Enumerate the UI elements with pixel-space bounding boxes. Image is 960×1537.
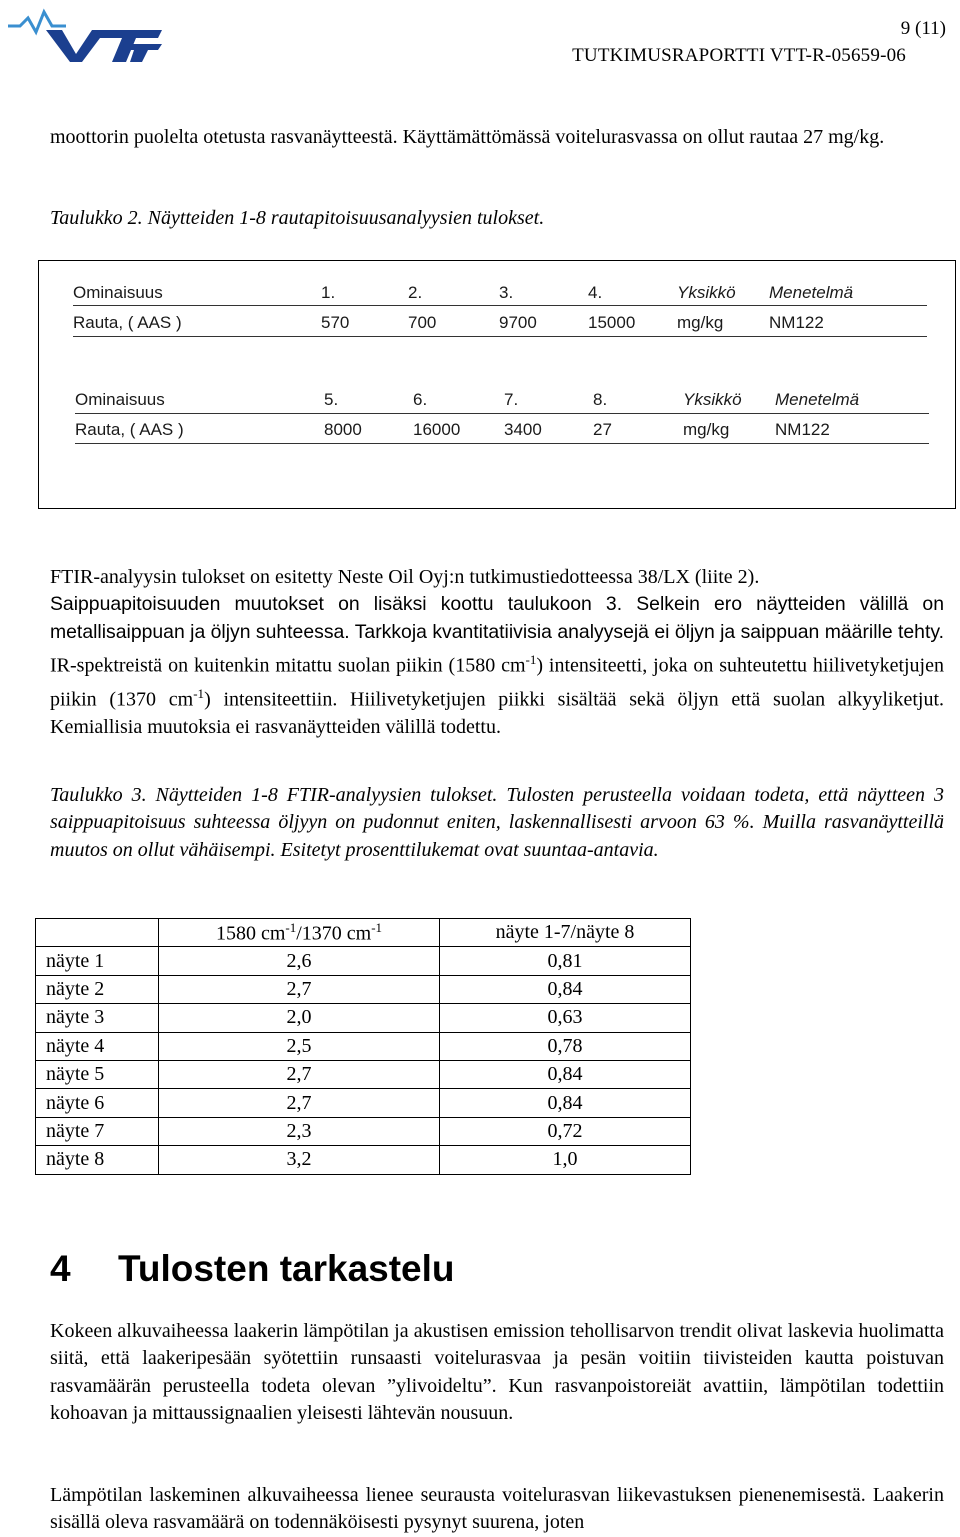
sample-label: näyte 4 bbox=[36, 1032, 159, 1060]
t2b1-h1: 1. bbox=[321, 283, 336, 302]
section4-paragraph-2: Lämpötilan laskeminen alkuvaiheessa lienee seurausta voitelurasvan liikevastuksen pienenemisestä. Laakerin sisällä oleva rasvamäärä on todennäköisesti pysynyt suurena, joten bbox=[50, 1484, 944, 1534]
ftir-sup2: -1 bbox=[193, 686, 205, 702]
t2b1-h3: 3. bbox=[499, 283, 514, 302]
sample-label: näyte 8 bbox=[36, 1146, 159, 1174]
ratio-value: 2,3 bbox=[159, 1117, 440, 1145]
t2b2-r6: NM122 bbox=[775, 420, 830, 439]
ftir-body bbox=[50, 591, 944, 741]
t2b2-r1: 8000 bbox=[324, 420, 362, 439]
page-number: 9 (11) bbox=[900, 18, 946, 39]
t2b1-h6: Menetelmä bbox=[769, 283, 854, 302]
t2b2-h2: 6. bbox=[413, 390, 428, 409]
t2b1-r6: NM122 bbox=[769, 313, 824, 332]
sample-label: näyte 1 bbox=[36, 947, 159, 975]
t2b2-r3: 3400 bbox=[504, 420, 542, 439]
t2b2-h1: 5. bbox=[324, 390, 339, 409]
ftir-rest-part3: ) intensiteetti, joka on suhteutettu hiilivetyketjujen piikin (1370 cm bbox=[50, 654, 944, 711]
ratio-value: 3,2 bbox=[159, 1146, 440, 1174]
section4-paragraph-1: Kokeen alkuvaiheessa laakerin lämpötilan ja akustisen emission tehollisarvon trendit olivat laskevia huolimatta siitä, että laakeripesään syötettiin runsaasti voitelurasvaa ja pesän voitiin tiivisteiden kautta poistuvan rasvamäärän perusteella todeta olevan ”ylivoideltu”. Kun rasvanpoistoreiät avattiin, lämpötilan todettiin kohoavan ja mittaussignaalien yleisesti lähtevän nousuun. bbox=[50, 1320, 944, 1425]
ftir-rest-part2: IR-spektreistä on kuitenkin mitattu suolan piikin (1580 cm bbox=[50, 654, 526, 677]
table2-caption: Taulukko 2. Näytteiden 1-8 rautapitoisuusanalyysien tulokset. bbox=[50, 207, 545, 229]
table-row bbox=[36, 1089, 691, 1117]
t2b1-r2: 700 bbox=[408, 313, 437, 332]
relative-value: 0,81 bbox=[440, 947, 691, 975]
t2b1-rule bbox=[73, 305, 927, 306]
table3-header-empty bbox=[36, 919, 159, 947]
sample-label: näyte 2 bbox=[36, 975, 159, 1003]
ratio-sup-b: -1 bbox=[371, 919, 383, 935]
relative-value: 0,63 bbox=[440, 1004, 691, 1032]
ftir-paragraph bbox=[50, 564, 944, 742]
ratio-sup-a: -1 bbox=[285, 919, 297, 935]
table-row bbox=[36, 947, 691, 975]
table-row bbox=[36, 1004, 691, 1032]
ratio-value: 2,0 bbox=[159, 1004, 440, 1032]
section-number: 4 bbox=[50, 1248, 71, 1289]
t2b1-r0: Rauta, ( AAS ) bbox=[73, 313, 182, 332]
table3-caption: Taulukko 3. Näytteiden 1-8 FTIR-analyysien tulokset. Tulosten perusteella voidaan todeta, että näytteen 3 saippuapitoisuus suhteessa öljyyn on pudonnut eniten, laskennallisesti arvoon 63 %. Muilla rasvanäytteillä muutos on ollut vähäisempi. Esitetyt prosenttilukemat ovat suuntaa-antavia. bbox=[50, 784, 944, 861]
relative-value: 0,84 bbox=[440, 1089, 691, 1117]
t2b2-h4: 8. bbox=[593, 390, 608, 409]
sample-label: näyte 5 bbox=[36, 1060, 159, 1088]
table-row bbox=[36, 1117, 691, 1145]
sample-label: näyte 6 bbox=[36, 1089, 159, 1117]
t2b1-r3: 9700 bbox=[499, 313, 537, 332]
sample-label: näyte 7 bbox=[36, 1117, 159, 1145]
table3 bbox=[35, 918, 691, 1175]
t2b1-h0: Ominaisuus bbox=[73, 283, 163, 302]
table-row bbox=[36, 1060, 691, 1088]
ratio-part-a: 1580 cm bbox=[215, 922, 286, 945]
t2b1-r5: mg/kg bbox=[677, 313, 724, 332]
ftir-rest-part4: ) intensiteettiin. Hiilivetyketjujen piikki sisältää sekä öljyn että suolan alkyyliketjut. Kemiallisia muutoksia ei rasvanäytteiden välillä todettu. bbox=[50, 688, 945, 739]
relative-value: 0,84 bbox=[440, 1060, 691, 1088]
intro-paragraph: moottorin puolelta otetusta rasvanäytteestä. Käyttämättömässä voitelurasvassa on ollut rautaa 27 mg/kg. bbox=[50, 126, 885, 148]
ratio-value: 2,7 bbox=[159, 1089, 440, 1117]
t2b1-h2: 2. bbox=[408, 283, 423, 302]
table2-image bbox=[38, 260, 956, 509]
ratio-part-b: /1370 cm bbox=[296, 922, 372, 945]
relative-value: 0,78 bbox=[440, 1032, 691, 1060]
ratio-value: 2,7 bbox=[159, 1060, 440, 1088]
report-id: TUTKIMUSRAPORTTI VTT-R-05659-06 bbox=[572, 45, 906, 66]
relative-value: 0,72 bbox=[440, 1117, 691, 1145]
t2b2-h6: Menetelmä bbox=[775, 390, 860, 409]
sample-label: näyte 3 bbox=[36, 1004, 159, 1032]
vtt-logo-letters bbox=[46, 30, 162, 62]
table3-header-relative: näyte 1-7/näyte 8 bbox=[440, 919, 691, 947]
t2b2-r2: 16000 bbox=[413, 420, 461, 439]
table3-body bbox=[36, 947, 691, 1174]
t2b2-h3: 7. bbox=[504, 390, 519, 409]
vtt-logo bbox=[6, 6, 162, 64]
relative-value: 0,84 bbox=[440, 975, 691, 1003]
ftir-line1: FTIR-analyysin tulokset on esitetty Neste Oil Oyj:n tutkimustiedotteessa 38/LX (liite 2). bbox=[50, 566, 760, 588]
table-row bbox=[36, 1146, 691, 1174]
t2b2-r5: mg/kg bbox=[683, 420, 730, 439]
relative-value: 1,0 bbox=[440, 1146, 691, 1174]
t2b2-rule bbox=[75, 413, 929, 414]
vtt-logo-wave bbox=[8, 12, 66, 32]
t2b2-r4: 27 bbox=[593, 420, 612, 439]
t2b2-rule-bottom bbox=[75, 443, 929, 444]
t2b1-r1: 570 bbox=[321, 313, 350, 332]
t2b1-rule-bottom bbox=[73, 336, 927, 337]
ratio-value: 2,6 bbox=[159, 947, 440, 975]
table-row bbox=[36, 1032, 691, 1060]
t2b2-h5: Yksikkö bbox=[683, 390, 742, 409]
t2b2-h0: Ominaisuus bbox=[75, 390, 165, 409]
table-row bbox=[36, 975, 691, 1003]
ftir-sup1: -1 bbox=[525, 652, 537, 668]
ratio-value: 2,5 bbox=[159, 1032, 440, 1060]
t2b1-h5: Yksikkö bbox=[677, 283, 736, 302]
table3-header-ratio bbox=[159, 919, 440, 947]
t2b1-r4: 15000 bbox=[588, 313, 636, 332]
section-heading bbox=[50, 1248, 455, 1290]
ratio-value: 2,7 bbox=[159, 975, 440, 1003]
t2b2-r0: Rauta, ( AAS ) bbox=[75, 420, 184, 439]
ftir-rest-part1: Selkein ero näytteiden välillä on metallisaippuan ja öljyn suhteessa. Tarkkoja kvantitatiivisia analyysejä ei öljyn ja saippuan määrille tehty. bbox=[50, 593, 944, 643]
ftir-line2-sans: Saippuapitoisuuden muutokset on lisäksi koottu taulukoon 3. bbox=[50, 593, 623, 616]
t2b1-h4: 4. bbox=[588, 283, 603, 302]
table3-header-row bbox=[36, 919, 691, 947]
section-title: Tulosten tarkastelu bbox=[118, 1248, 455, 1289]
